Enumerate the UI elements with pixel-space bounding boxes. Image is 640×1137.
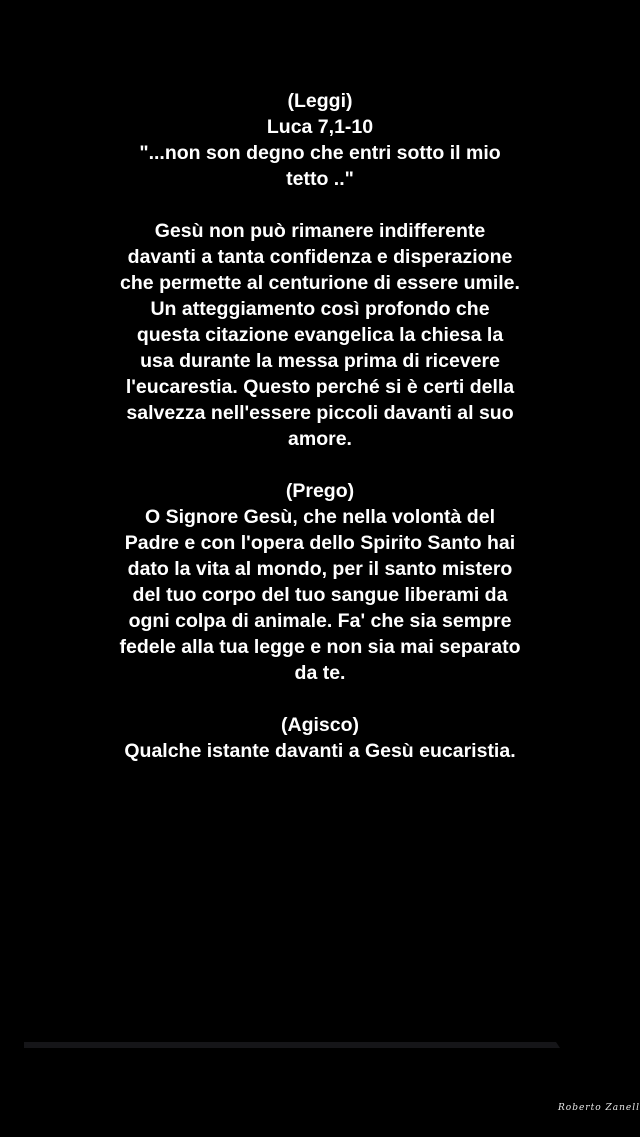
column-shaft — [84, 910, 102, 1040]
reading-heading: (Leggi) — [287, 90, 353, 112]
column-capital — [78, 898, 110, 912]
prayer-line: Padre e con l'opera dello Spirito Santo hai — [124, 532, 516, 554]
quote-line: tetto .." — [286, 168, 354, 190]
prayer-line: O Signore Gesù, che nella volontà del — [144, 506, 495, 528]
ledge — [0, 1042, 640, 1137]
arcade-sunset-photo — [0, 780, 640, 1137]
prayer-line: da te. — [294, 662, 346, 684]
action-heading: (Agisco) — [281, 714, 359, 736]
ledge-edge — [24, 1042, 560, 1048]
column-capital — [186, 892, 230, 908]
spacer — [0, 686, 640, 712]
arcade-silhouette-image — [0, 780, 640, 1137]
spacer — [0, 452, 640, 478]
quote-line: "...non son degno che entri sotto il mio — [139, 142, 501, 164]
prayer-heading: (Prego) — [285, 480, 355, 502]
reflection-line: usa durante la messa prima di ricevere — [140, 350, 500, 372]
gospel-reference: Luca 7,1-10 — [266, 116, 374, 138]
prayer-line: ogni colpa di animale. Fa' che sia sempre — [128, 610, 512, 632]
reflection-line: amore. — [288, 428, 352, 450]
photo-credit-signature: Roberto Zanell — [558, 1103, 640, 1113]
reflection-line: Gesù non può rimanere indifferente — [154, 220, 486, 242]
prayer-line: fedele alla tua legge e non sia mai separato — [119, 636, 521, 658]
reflection-line: davanti a tanta confidenza e disperazione — [127, 246, 513, 268]
column-capital — [332, 884, 390, 902]
reflection-line: questa citazione evangelica la chiesa la — [136, 324, 504, 346]
spacer — [0, 192, 640, 218]
reflection-line: salvezza nell'essere piccoli davanti al suo — [126, 402, 514, 424]
action-line: Qualche istante davanti a Gesù eucaristia. — [124, 740, 516, 762]
prayer-line: del tuo corpo del tuo sangue liberami da — [132, 584, 508, 606]
column-shaft — [196, 906, 218, 1056]
reflection-line: Un atteggiamento così profondo che — [150, 298, 490, 320]
prayer-line: dato la vita al mondo, per il santo mistero — [127, 558, 513, 580]
reflection-line: l'eucarestia. Questo perché si è certi della — [125, 376, 515, 398]
devotional-text — [0, 88, 640, 764]
reflection-line: che permette al centurione di essere umile. — [120, 272, 520, 294]
